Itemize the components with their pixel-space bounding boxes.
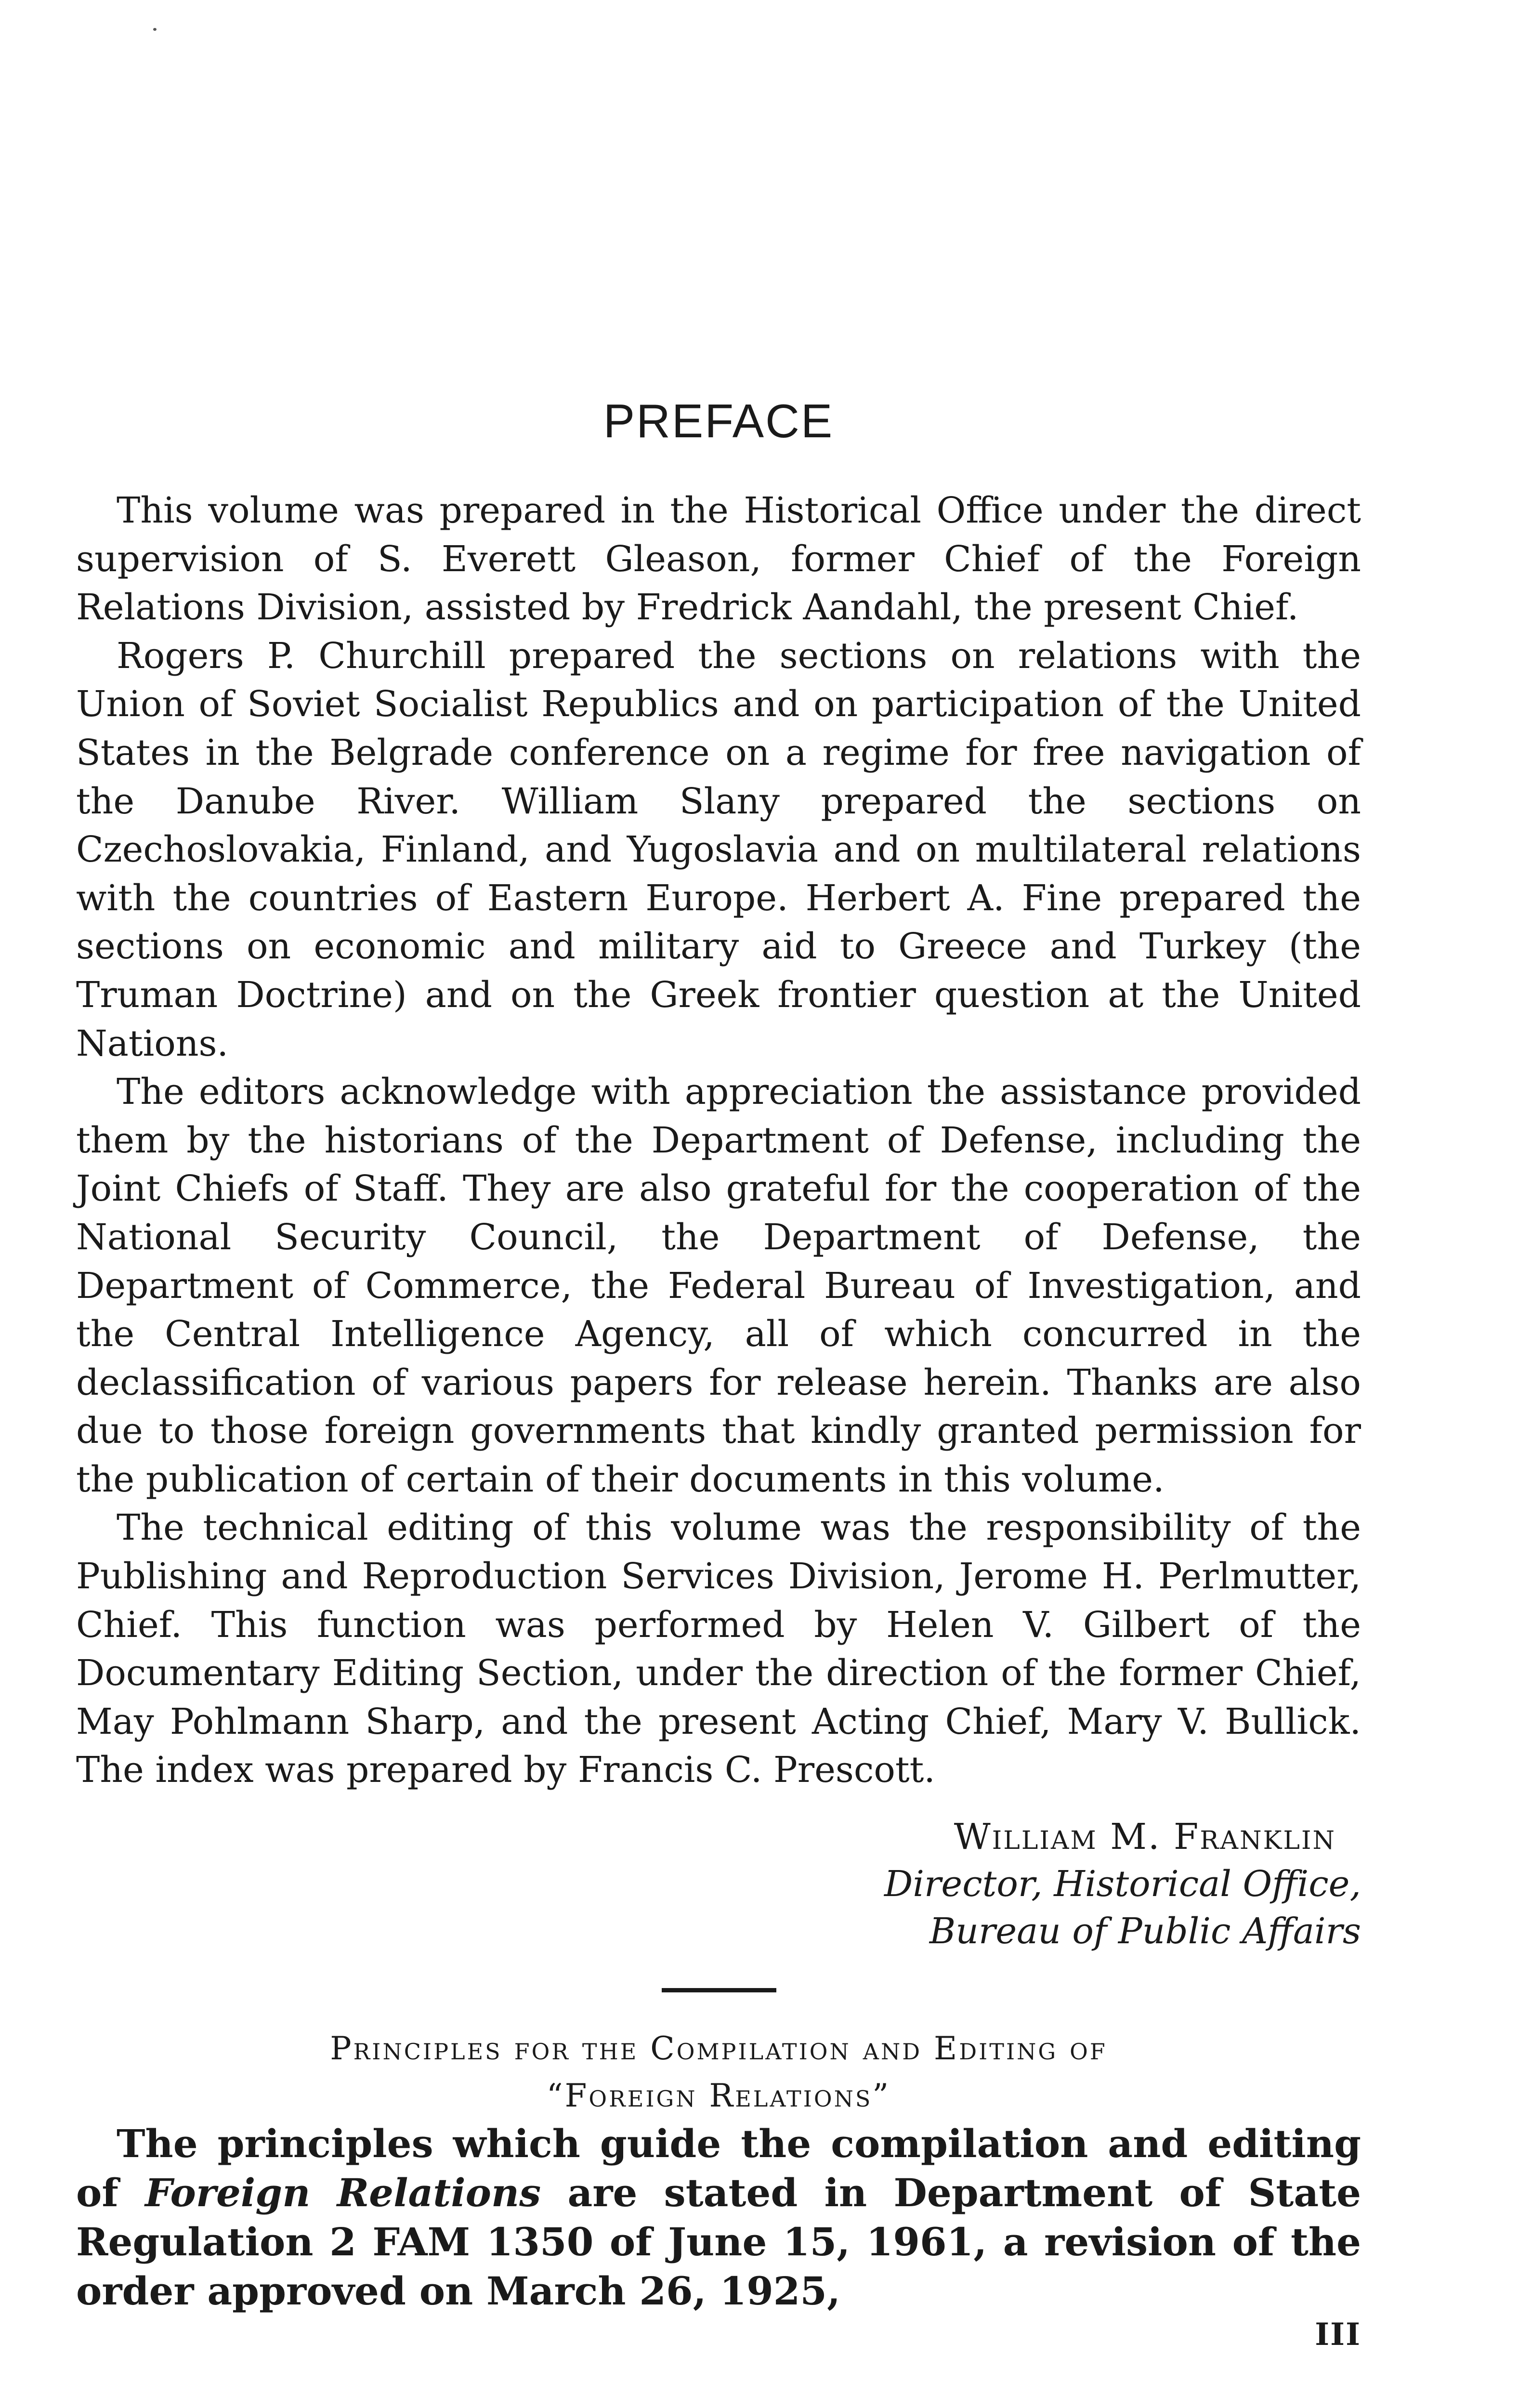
preface-body bbox=[76, 486, 1361, 1794]
signatory-name: William M. Franklin bbox=[954, 1816, 1336, 1858]
page-number: III bbox=[1315, 2316, 1361, 2353]
preface-paragraph: The technical editing of this volume was the responsibility of the Publishing and Reproduction Services Division, Jerome H. Perlmutter, Chief. This function was performed by Helen V. Gilbert of the Documentary Editing Section, under the direction of the former Chief, May Pohlmann Sharp, and the present Acting Chief, Mary V. Bullick. The index was prepared by Francis C. Prescott. bbox=[76, 1507, 1361, 1791]
section-heading-line: Principles for the Compilation and Editing of bbox=[330, 2030, 1107, 2067]
preface-paragraph: Rogers P. Churchill prepared the sections on relations with the Union of Soviet Socialist Republics and on participation of the United States in the Belgrade conference on a regime for free navigation of the Danube River. William Slany prepared the sections on Czechoslovakia, Finland, and Yugoslavia and on multilateral relations with the countries of Eastern Europe. Herbert A. Fine prepared the sections on economic and military aid to Greece and Turkey (the Truman Doctrine) and on the Greek frontier question at the United Nations. bbox=[76, 635, 1361, 1064]
publication-title: Foreign Relations bbox=[145, 2170, 541, 2215]
page-title: PREFACE bbox=[603, 394, 834, 447]
principles-paragraph bbox=[76, 2119, 1361, 2316]
principles-rest: are stated in Department of State Regulation 2 FAM 1350 of June 15, 1961, a revision of the order approved on March 26, 1925, bbox=[76, 2170, 1361, 2314]
ink-speck bbox=[153, 28, 157, 31]
section-heading-line: “Foreign Relations” bbox=[546, 2077, 891, 2114]
section-heading bbox=[76, 2025, 1361, 2120]
signature-block bbox=[884, 1813, 1361, 1955]
preface-paragraph: This volume was prepared in the Historical Office under the direct supervision of S. Everett Gleason, former Chief of the Foreign Relations Division, assisted by Fredrick Aandahl, the present Chief. bbox=[76, 490, 1361, 628]
preface-paragraph: The editors acknowledge with appreciation the assistance provided them by the historians of the Department of Defense, including the Joint Chiefs of Staff. They are also grateful for the cooperation of the National Security Council, the Department of Defense, the Department of Commerce, the Federal Bureau of Investigation, and the Central Intelligence Agency, all of which concurred in the declassification of various papers for release herein. Thanks are also due to those foreign governments that kindly granted permission for the publication of certain of their documents in this volume. bbox=[76, 1071, 1361, 1500]
signatory-bureau: Bureau of Public Affairs bbox=[929, 1911, 1361, 1952]
section-divider bbox=[662, 1988, 776, 1992]
principles-lead: The principles which guide the compilation and editing of bbox=[76, 2121, 1361, 2215]
signatory-title: Director, Historical Office, bbox=[884, 1863, 1361, 1905]
